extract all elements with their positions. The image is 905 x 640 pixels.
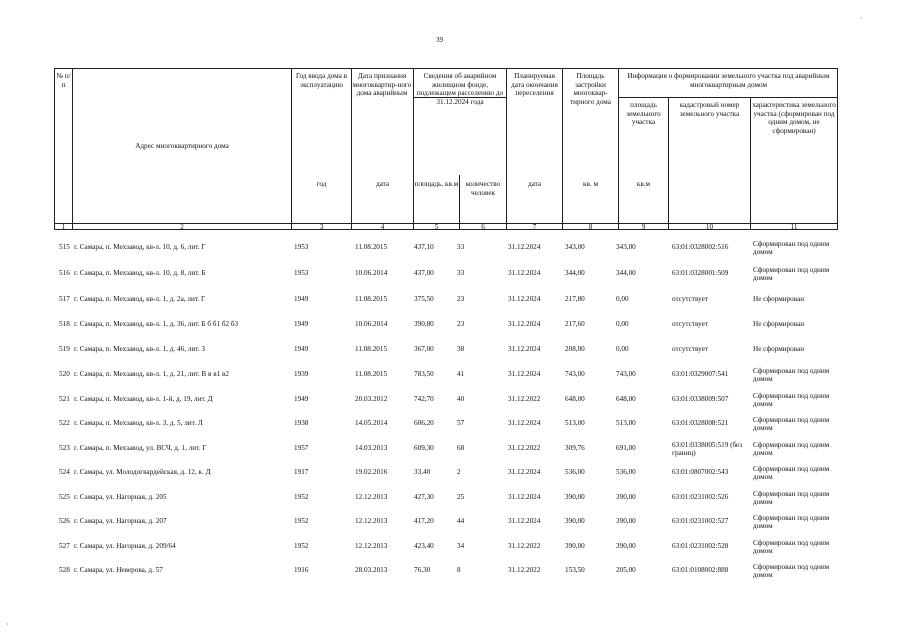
cell-address: г. Самара, п. Мехзавод, кв-л. 1, д. 46, лит. З bbox=[74, 345, 206, 353]
cell-date: 12.12.2013 bbox=[355, 542, 388, 550]
cell-people: 68 bbox=[457, 444, 465, 452]
cell-area: 417,20 bbox=[414, 517, 434, 525]
table-row bbox=[0, 490, 905, 514]
cell-land-area: 390,00 bbox=[616, 542, 636, 550]
header-land-info: Информация о формировании земельного участка под аварийным многоквартирным домом bbox=[627, 72, 830, 89]
cell-planned: 31.12.2024 bbox=[508, 345, 541, 353]
cell-land-area: 0,00 bbox=[616, 295, 629, 303]
cell-area: 742,70 bbox=[414, 395, 434, 403]
cell-num: 527 bbox=[59, 542, 70, 550]
cell-build-area: 217,60 bbox=[565, 320, 585, 328]
colnum-10: 10 bbox=[705, 223, 714, 231]
cell-build-area: 153,50 bbox=[565, 566, 585, 574]
cell-cadastral: 63:01:0338009:507 bbox=[672, 395, 729, 403]
cell-build-area: 343,00 bbox=[565, 243, 585, 251]
table-row bbox=[0, 317, 905, 341]
cell-build-area: 513,00 bbox=[565, 419, 585, 427]
header-planned-date: Планируемая дата окончания переселения bbox=[511, 72, 558, 98]
cell-land-area: 0,00 bbox=[616, 320, 629, 328]
cell-build-area: 309,76 bbox=[565, 444, 585, 452]
cell-build-area: 390,00 bbox=[565, 542, 585, 550]
cell-num: 526 bbox=[59, 517, 70, 525]
cell-date: 19.02.2016 bbox=[355, 468, 388, 476]
cell-people: 23 bbox=[457, 295, 465, 303]
cell-year: 1938 bbox=[294, 419, 309, 427]
cell-num: 528 bbox=[59, 566, 70, 574]
cell-address: г. Самара, ул. Неверова, д. 57 bbox=[74, 566, 163, 574]
cell-address: г. Самара, п. Мехзавод, кв-л. 1-й, д. 19, лит. Д bbox=[74, 395, 213, 403]
cell-address: г. Самара, п. Мехзавод, кв-л. 3, д. 5, лит. Л bbox=[74, 419, 203, 427]
cell-address: г. Самара, п. Мехзавод, кв-л. 1, д. 21, лит. В в в1 в2 bbox=[74, 370, 229, 378]
cell-address: г. Самара, ул. Молодогвардейская, д. 12, к. Д bbox=[74, 468, 211, 476]
cell-year: 1952 bbox=[294, 542, 309, 550]
table-row bbox=[0, 539, 905, 563]
unit-sqm2: кв.м bbox=[636, 180, 651, 188]
cell-address: г. Самара, ул. Нагорная, д. 207 bbox=[74, 517, 167, 525]
cell-area: 367,00 bbox=[414, 345, 434, 353]
cell-char: Сформирован под одним домом bbox=[753, 539, 830, 556]
cell-build-area: 648,00 bbox=[565, 395, 585, 403]
table-row bbox=[0, 441, 905, 465]
cell-cadastral: 63:01:0328001:509 bbox=[672, 269, 729, 277]
unit-year: год bbox=[316, 180, 327, 188]
cell-num: 521 bbox=[59, 395, 70, 403]
cell-area: 33,40 bbox=[414, 468, 431, 476]
scan-mark: · bbox=[6, 620, 9, 629]
header-num: № п/п bbox=[56, 72, 71, 89]
cell-num: 515 bbox=[59, 243, 70, 251]
cell-char: Сформирован под одним домом bbox=[753, 240, 830, 257]
cell-planned: 31.12.2022 bbox=[508, 395, 541, 403]
cell-year: 1957 bbox=[294, 444, 309, 452]
cell-build-area: 743,00 bbox=[565, 370, 585, 378]
cell-date: 10.06.2014 bbox=[355, 320, 388, 328]
cell-char: Сформирован под одним домом bbox=[753, 563, 830, 580]
header-cadastral: кадастровый номер земельного участка bbox=[679, 101, 740, 118]
cell-cadastral: 63:01:0328008:521 bbox=[672, 419, 729, 427]
header-build-area: Площадь застройки многоквар-тирного дома bbox=[570, 72, 611, 106]
cell-address: г. Самара, п. Мехзавод, ул. ВСЧ, д. 1, лит. Г bbox=[74, 444, 207, 452]
cell-people: 2 bbox=[457, 468, 461, 476]
cell-char: Не сформирован bbox=[753, 320, 805, 328]
cell-planned: 31.12.2024 bbox=[508, 419, 541, 427]
cell-char: Сформирован под одним домом bbox=[753, 490, 830, 507]
cell-year: 1916 bbox=[294, 566, 309, 574]
colnum-3: 3 bbox=[319, 223, 324, 231]
cell-land-area: 205,00 bbox=[616, 566, 636, 574]
colnum-4: 4 bbox=[380, 223, 385, 231]
cell-planned: 31.12.2022 bbox=[508, 566, 541, 574]
cell-people: 40 bbox=[457, 395, 465, 403]
table-row bbox=[0, 392, 905, 416]
cell-date: 12.12.2013 bbox=[355, 517, 388, 525]
cell-year: 1952 bbox=[294, 517, 309, 525]
unit-sqm: кв. м bbox=[582, 180, 599, 188]
colnum-9: 9 bbox=[641, 223, 646, 231]
cell-people: 25 bbox=[457, 493, 465, 501]
cell-people: 8 bbox=[457, 566, 461, 574]
cell-area: 783,50 bbox=[414, 370, 434, 378]
cell-year: 1939 bbox=[294, 370, 309, 378]
cell-people: 41 bbox=[457, 370, 465, 378]
cell-char: Сформирован под одним домом bbox=[753, 514, 830, 531]
cell-cadastral: 63:01:0807002:543 bbox=[672, 468, 729, 476]
colnum-7: 7 bbox=[532, 223, 537, 231]
cell-date: 11.08.2015 bbox=[355, 295, 388, 303]
cell-num: 522 bbox=[59, 419, 70, 427]
cell-cadastral: 63:01:0328002:516 bbox=[672, 243, 729, 251]
cell-land-area: 390,00 bbox=[616, 493, 636, 501]
cell-cadastral: отсутствует bbox=[672, 295, 708, 303]
cell-cadastral: 63:01:0329007:541 bbox=[672, 370, 729, 378]
header-relocation-info: Сведения об аварийном жилищном фонде, подлежащем расселению до 31.12.2024 года bbox=[416, 72, 504, 106]
cell-land-area: 343,00 bbox=[616, 243, 636, 251]
cell-char: Не сформирован bbox=[753, 345, 805, 353]
table-row bbox=[0, 266, 905, 290]
cell-people: 44 bbox=[457, 517, 465, 525]
header-date-recognition: Дата признания многоквартир-ного дома аварийным bbox=[352, 72, 412, 98]
table-row bbox=[0, 514, 905, 538]
cell-year: 1949 bbox=[294, 345, 309, 353]
cell-num: 519 bbox=[59, 345, 70, 353]
table-row bbox=[0, 292, 905, 316]
cell-num: 525 bbox=[59, 493, 70, 501]
cell-date: 12.12.2013 bbox=[355, 493, 388, 501]
cell-people: 57 bbox=[457, 419, 465, 427]
cell-num: 518 bbox=[59, 320, 70, 328]
unit-date: дата bbox=[375, 180, 390, 188]
cell-char: Не сформирован bbox=[753, 295, 805, 303]
cell-planned: 31.12.2024 bbox=[508, 517, 541, 525]
cell-year: 1952 bbox=[294, 493, 309, 501]
cell-area: 423,40 bbox=[414, 542, 434, 550]
cell-people: 23 bbox=[457, 320, 465, 328]
cell-year: 1917 bbox=[294, 468, 309, 476]
cell-planned: 31.12.2024 bbox=[508, 269, 541, 277]
table-row bbox=[0, 240, 905, 264]
cell-planned: 31.12.2024 bbox=[508, 468, 541, 476]
colnum-2: 2 bbox=[180, 223, 184, 231]
cell-year: 1949 bbox=[294, 395, 309, 403]
cell-address: г. Самара, ул. Нагорная, д. 205 bbox=[74, 493, 167, 501]
cell-area: 609,30 bbox=[414, 444, 434, 452]
cell-year: 1949 bbox=[294, 295, 309, 303]
cell-char: Сформирован под одним домом bbox=[753, 392, 830, 409]
cell-num: 516 bbox=[59, 269, 70, 277]
cell-date: 11.08.2015 bbox=[355, 345, 388, 353]
cell-people: 34 bbox=[457, 542, 465, 550]
cell-cadastral: 63:01:0231002:526 bbox=[672, 493, 729, 501]
cell-build-area: 208,00 bbox=[565, 345, 585, 353]
cell-people: 33 bbox=[457, 243, 465, 251]
cell-land-area: 344,00 bbox=[616, 269, 636, 277]
cell-land-area: 536,00 bbox=[616, 468, 636, 476]
cell-date: 28.03.2013 bbox=[355, 566, 388, 574]
header-address: Адрес многоквартирного дома bbox=[135, 142, 229, 150]
cell-date: 20.03.2012 bbox=[355, 395, 388, 403]
cell-num: 524 bbox=[59, 468, 70, 476]
cell-cadastral: 63:01:0338005:519 (без границ) bbox=[672, 441, 743, 458]
table-row bbox=[0, 563, 905, 587]
page-number: 39 bbox=[436, 36, 443, 44]
cell-planned: 31.12.2024 bbox=[508, 493, 541, 501]
cell-address: г. Самара, п. Мехзавод, кв-л. 10, д. 8, лит. Б bbox=[74, 269, 206, 277]
cell-area: 606,20 bbox=[414, 419, 434, 427]
cell-people: 33 bbox=[457, 269, 465, 277]
cell-cadastral: отсутствует bbox=[672, 345, 708, 353]
cell-date: 14.03.2013 bbox=[355, 444, 388, 452]
cell-area: 390,80 bbox=[414, 320, 434, 328]
cell-planned: 31.12.2024 bbox=[508, 370, 541, 378]
cell-date: 10.06.2014 bbox=[355, 269, 388, 277]
cell-date: 11.08.2015 bbox=[355, 243, 388, 251]
cell-build-area: 390,00 bbox=[565, 517, 585, 525]
colnum-1: 1 bbox=[61, 223, 66, 231]
cell-land-area: 743,00 bbox=[616, 370, 636, 378]
table-row bbox=[0, 342, 905, 366]
cell-land-area: 390,00 bbox=[616, 517, 636, 525]
table-row bbox=[0, 416, 905, 440]
cell-planned: 31.12.2024 bbox=[508, 320, 541, 328]
cell-num: 523 bbox=[59, 444, 70, 452]
cell-char: Сформирован под одним домом bbox=[753, 367, 830, 384]
cell-planned: 31.12.2024 bbox=[508, 243, 541, 251]
cell-cadastral: 63:01:0231002:528 bbox=[672, 542, 729, 550]
cell-address: г. Самара, п. Мехзавод, кв-л. 1, д. 2а, лит. Г bbox=[74, 295, 206, 303]
cell-area: 76,30 bbox=[414, 566, 431, 574]
cell-land-area: 513,00 bbox=[616, 419, 636, 427]
cell-char: Сформирован под одним домом bbox=[753, 465, 830, 482]
header-land-area: площадь земельного участка bbox=[626, 101, 661, 127]
cell-char: Сформирован под одним домом bbox=[753, 266, 830, 283]
cell-planned: 31.12.2024 bbox=[508, 295, 541, 303]
colnum-8: 8 bbox=[588, 223, 593, 231]
cell-date: 11.08.2015 bbox=[355, 370, 388, 378]
cell-year: 1949 bbox=[294, 320, 309, 328]
cell-cadastral: 63:01:0231002:527 bbox=[672, 517, 729, 525]
cell-cadastral: отсутствует bbox=[672, 320, 708, 328]
cell-date: 14.05.2014 bbox=[355, 419, 388, 427]
cell-people: 38 bbox=[457, 345, 465, 353]
cell-build-area: 390,00 bbox=[565, 493, 585, 501]
unit-date2: дата bbox=[527, 180, 542, 188]
cell-area: 437,10 bbox=[414, 243, 434, 251]
cell-address: г. Самара, п. Мехзавод, кв-л. 10, д. 6, лит. Г bbox=[74, 243, 206, 251]
cell-year: 1953 bbox=[294, 269, 309, 277]
cell-land-area: 0,00 bbox=[616, 345, 629, 353]
header-year: Год ввода дома в эксплуатацию bbox=[295, 72, 348, 89]
cell-year: 1953 bbox=[294, 243, 309, 251]
cell-area: 427,30 bbox=[414, 493, 434, 501]
cell-build-area: 344,00 bbox=[565, 269, 585, 277]
cell-area: 437,00 bbox=[414, 269, 434, 277]
cell-area: 375,50 bbox=[414, 295, 434, 303]
cell-planned: 31.12.2022 bbox=[508, 444, 541, 452]
colnum-11: 11 bbox=[790, 223, 798, 231]
table-row bbox=[0, 465, 905, 489]
colnum-5: 5 bbox=[434, 223, 439, 231]
cell-planned: 31.12.2022 bbox=[508, 542, 541, 550]
scan-mark: · bbox=[860, 14, 863, 23]
cell-address: г. Самара, ул. Нагорная, д. 209/64 bbox=[74, 542, 176, 550]
cell-char: Сформирован под одним домом bbox=[753, 416, 830, 433]
cell-num: 517 bbox=[59, 295, 70, 303]
unit-area: площадь, кв.м bbox=[414, 180, 459, 188]
table-header bbox=[54, 68, 837, 230]
cell-build-area: 217,80 bbox=[565, 295, 585, 303]
table-row bbox=[0, 367, 905, 391]
cell-address: г. Самара, п. Мехзавод, кв-л. 1, д. 36, лит. Б б б1 б2 б3 bbox=[74, 320, 239, 328]
cell-num: 520 bbox=[59, 370, 70, 378]
cell-land-area: 691,00 bbox=[616, 444, 636, 452]
header-land-characteristic: характеристика земельного участка (сформирован под одним домом, не сформирован) bbox=[752, 101, 836, 135]
unit-people: количество человек bbox=[465, 180, 501, 197]
cell-land-area: 648,00 bbox=[616, 395, 636, 403]
colnum-6: 6 bbox=[481, 223, 485, 231]
cell-char: Сформирован под одним домом bbox=[753, 441, 830, 458]
cell-cadastral: 63:01:0108002:888 bbox=[672, 566, 729, 574]
cell-build-area: 536,00 bbox=[565, 468, 585, 476]
